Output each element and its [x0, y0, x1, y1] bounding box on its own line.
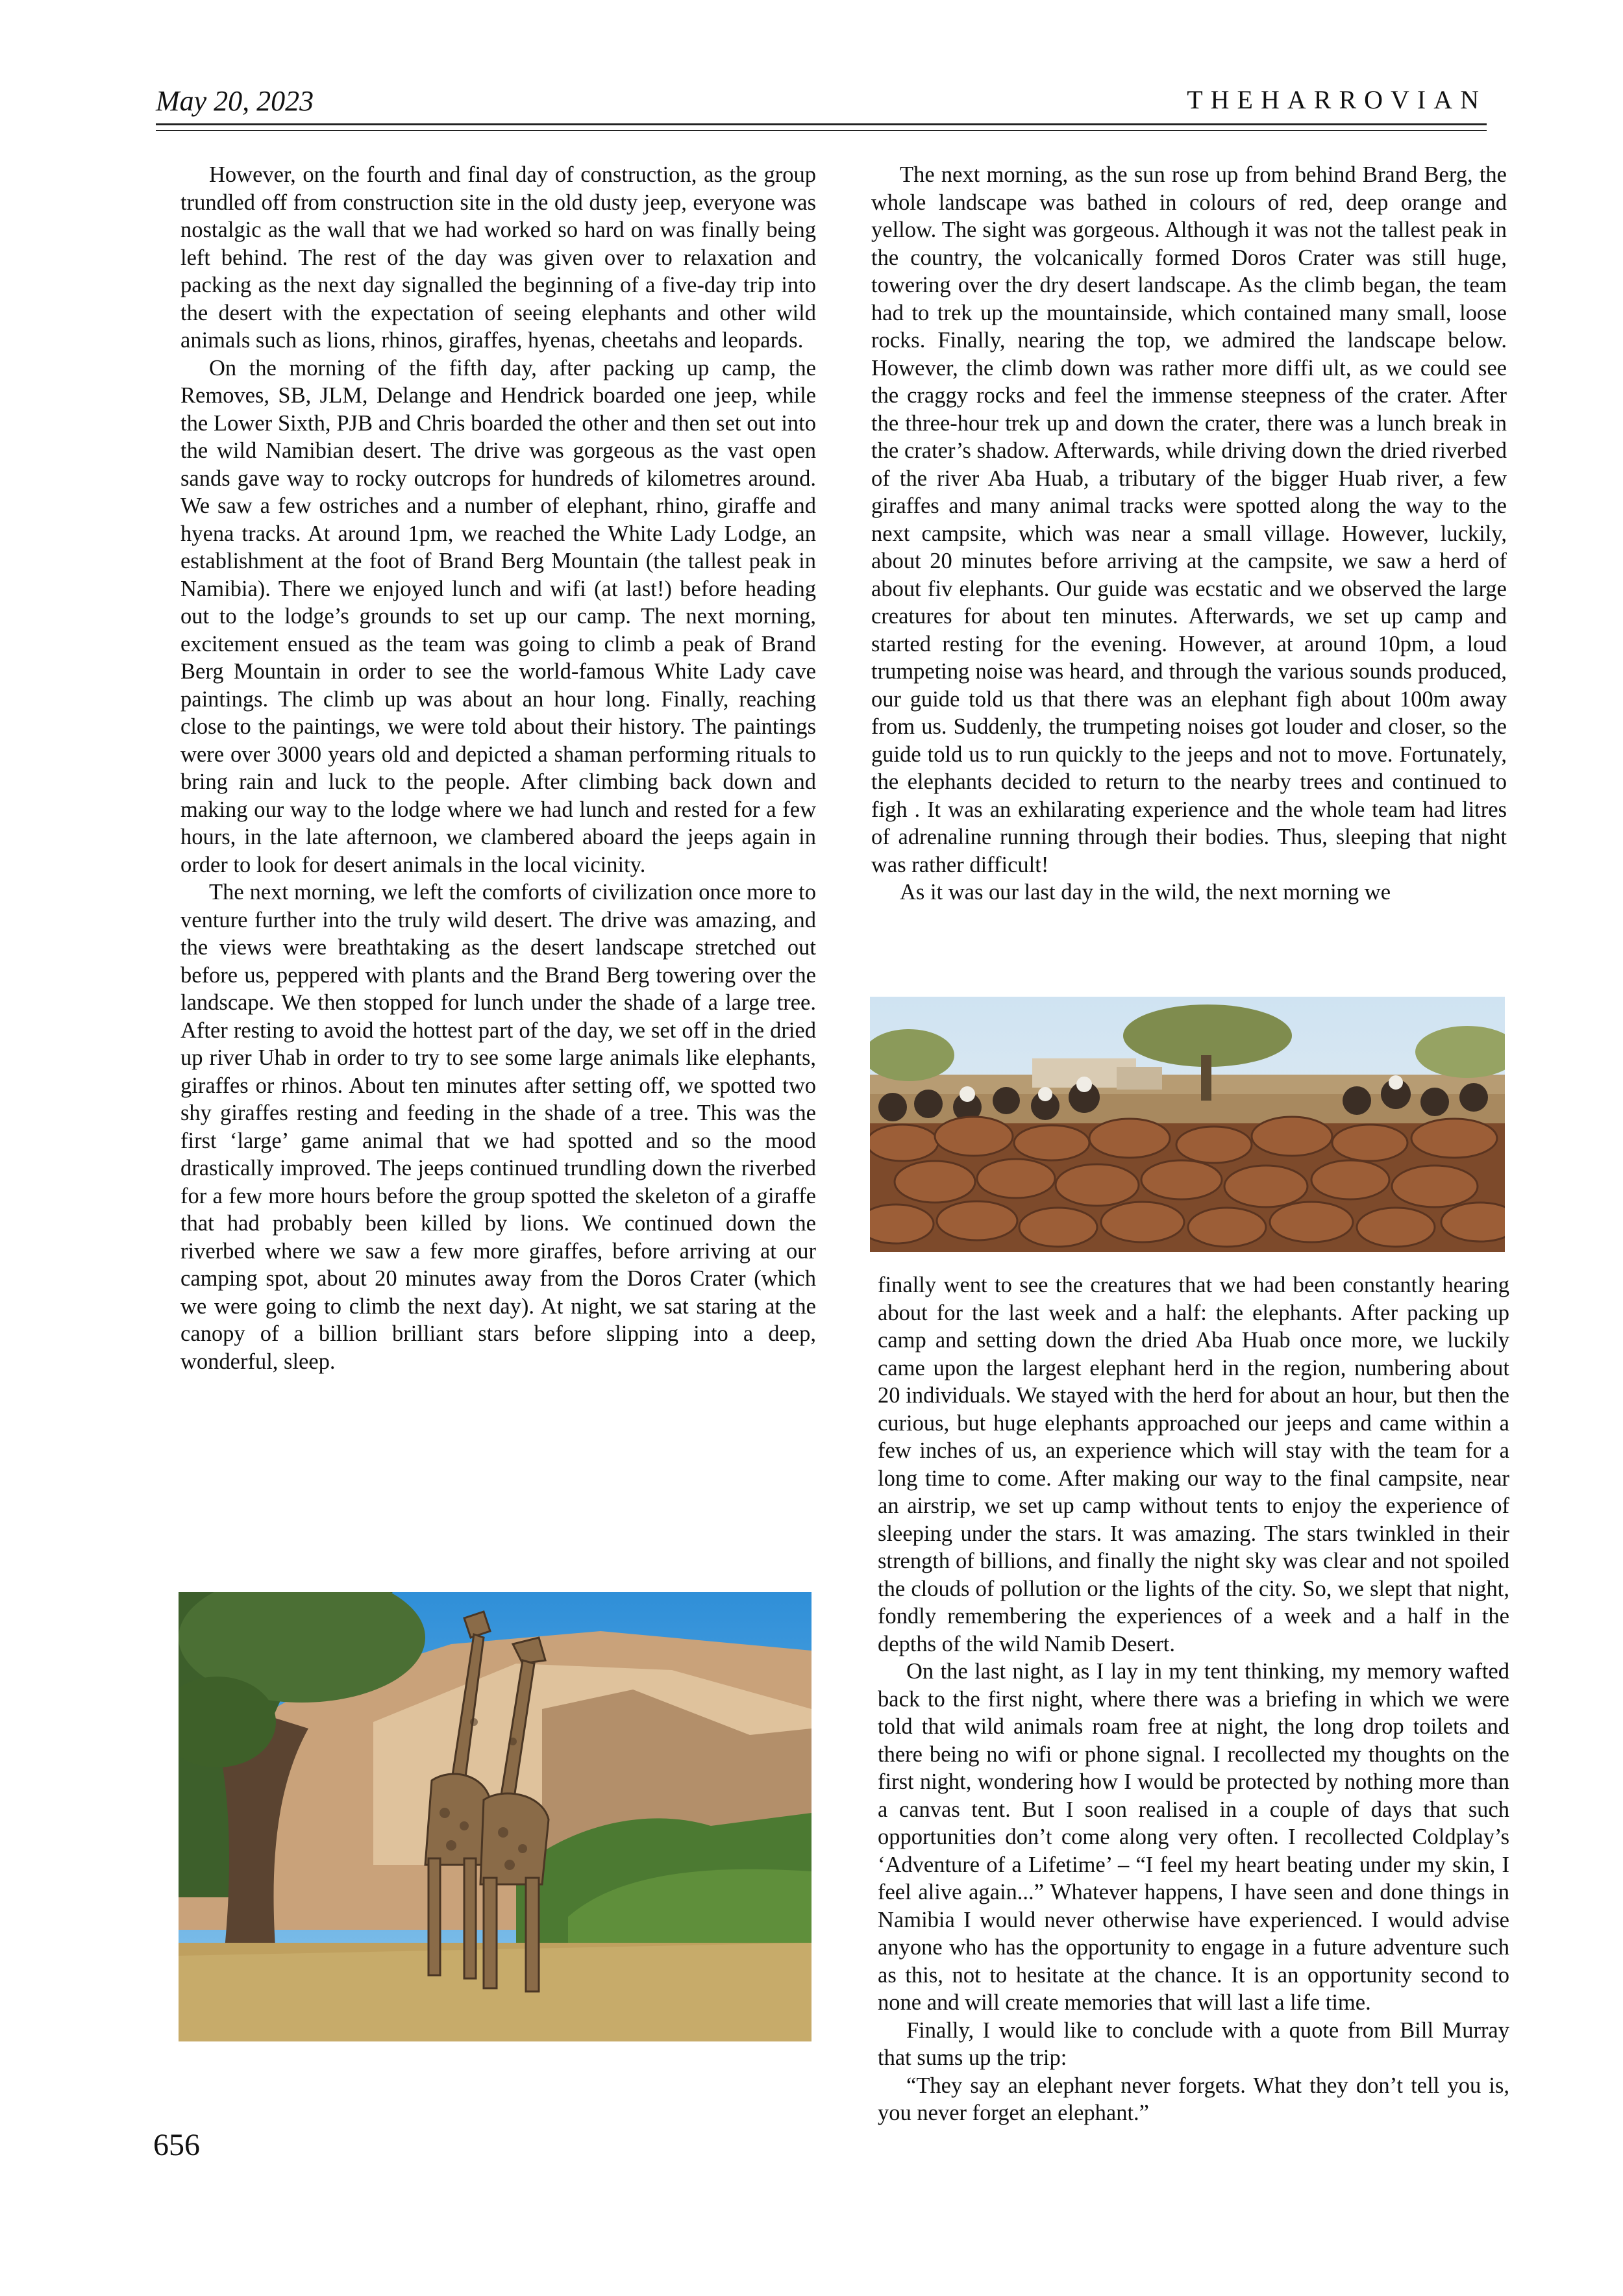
paragraph: The next morning, we left the comforts of civilization once more to venture further into the truly wild desert. The drive was amazing, and the views were breathtaking as the desert landscape stretched out before us, peppered with plants and the Brand Berg towering over the landscape. We then stopped for lunch under the shade of a large tree. After resting to avoid the hottest part of the day, we set off in the dried up river Uhab in order to try to see some large animals like elephants, giraffes or rhinos. About ten minutes after setting off, we spotted two shy giraffes resting and feeding in the shade of a tree. This was the first ‘large’ game animal that we had spotted and so the mood drastically improved. The jeeps continued trundling down the riverbed for a few more hours before the group spotted the skeleton of a giraffe that had probably been killed by lions. We continued down the riverbed where we saw a few more giraffes, before arriving at our camping spot, about 20 minutes away from the Doros Crater (which we were going to climb the next day). At night, we sat staring at the canopy of a billion brilliant stars before slipping into a deep, wonderful, sleep.	[180, 880, 816, 1374]
page-header	[156, 78, 1487, 136]
paragraph: On the last night, as I lay in my tent thinking, my memory wafted back to the first night, where there was a briefing in which we were told that wild animals roam free at night, the long drop toilets and there being no wifi or phone signal. I recollected my thoughts on the first night, wondering how I would be protected by nothing more than a canvas tent. But I soon realised in a couple of days that such opportunities don’t come along very often. I recollected Coldplay’s ‘Adventure of a Lifetime’ – “I feel my heart beating under my skin, I feel alive again...” Whatever happens, I have seen and done things in Namibia I would never otherwise have experienced. I would advise anyone who has the opportunity to engage in a future adventure such as this, not to hesitate at the chance. It is an opportunity second to none and will create memories that will last a life time.	[878, 1659, 1509, 2015]
masthead: THEHARROVIAN	[1187, 85, 1487, 114]
paragraph: “They say an elephant never forgets. What they don’t tell you is, you never forget an elephant.”	[878, 2073, 1509, 2125]
paragraph: On the morning of the fifth day, after packing up camp, the Removes, SB, JLM, Delange and Hendrick boarded one jeep, while the Lower Sixth, PJB and Chris boarded the other and then set out into the wild Namibian desert. The drive was gorgeous as the vast open sands gave way to rocky outcrops for hundreds of kilometres around. We saw a few ostriches and a number of elephant, rhino, giraffe and hyena tracks. At around 1pm, we reached the White Lady Lodge, an establishment at the foot of Brand Berg Mountain (the tallest peak in Namibia). There we enjoyed lunch and wifi (at last!) before heading out to the lodge’s grounds to set up our camp. The next morning, excitement ensued as the team was going to climb a peak of Brand Berg Mountain in order to see the world-famous White Lady cave paintings. The climb up was about an hour long. Finally, reaching close to the paintings, we were told about their history. The paintings were over 3000 years old and depicted a shaman performing rituals to bring rain and luck to the people. After climbing back down and making our way to the lodge where we had lunch and rested for a few hours, in the late afternoon, we clambered aboard the jeeps again in order to look for desert animals in the local vicinity.	[180, 355, 816, 877]
right-column-top	[871, 161, 1507, 906]
header-rule-thin	[156, 130, 1487, 131]
giraffes-photo-art	[179, 1592, 812, 2041]
left-column	[180, 161, 816, 1375]
paragraph: As it was our last day in the wild, the next morning we	[900, 880, 1391, 905]
giraffes-photo	[179, 1592, 812, 2041]
paragraph: Finally, I would like to conclude with a quote from Bill Murray that sums up the trip:	[878, 2017, 1509, 2070]
team-at-stone-wall-photo	[870, 997, 1505, 1252]
paragraph: The next morning, as the sun rose up from behind Brand Berg, the whole landscape was bathed in colours of red, deep orange and yellow. The sight was gorgeous. Although it was not the tallest peak in the country, the volcanically formed Doros Crater was still huge, towering over the dry desert landscape. As the climb began, the team had to trek up the mountainside, which contained many small, loose rocks. Finally, nearing the top, we admired the landscape below. However, the climb down was rather more diffi ult, as we could see the craggy rocks and feel the immense steepness of the crater. After the three-hour trek up and down the crater, there was a lunch break in the crater’s shadow. Afterwards, while driving down the dried riverbed of the river Aba Huab, a tributary of the bigger Huab river, a few giraffes and many animal tracks were spotted along the way to the next campsite, which was near a small village. However, luckily, about 20 minutes before arriving at the campsite, we saw a herd of about fiv elephants. Our guide was ecstatic and we observed the large creatures for about ten minutes. Afterwards, we set up camp and started resting for the evening. However, at around 10pm, a loud trumpeting noise was heard, and through the various sounds produced, our guide told us that there was an elephant figh about 100m away from us. Suddenly, the trumpeting noises got louder and closer, so the guide told us to run quickly to the jeeps and not to move. Fortunately, the elephants decided to return to the nearby trees and continued to figh . It was an exhilarating experience and the whole team had litres of adrenaline running through their bodies. Thus, sleeping that night was rather difficult!	[871, 162, 1507, 877]
paragraph: However, on the fourth and final day of construction, as the group trundled off from construction site in the old dusty jeep, everyone was nostalgic as the wall that we had worked so hard on was finally being left behind. The rest of the day was given over to relaxation and packing as the next day signalled the beginning of a five-day trip into the desert with the expectation of seeing elephants and other wild animals such as lions, rhinos, giraffes, hyenas, cheetahs and leopards.	[180, 162, 816, 353]
team-at-stone-wall-photo-art	[870, 997, 1505, 1252]
paragraph: finally went to see the creatures that we had been constantly hearing about for the last week and a half: the elephants. After packing up camp and setting down the dried Aba Huab once more, we luckily came upon the largest elephant herd in the region, numbering about 20 individuals. We stayed with the herd for about an hour, but then the curious, but huge elephants approached our jeeps and came within a few inches of us, an experience which will stay with the team for a long time to come. After making our way to the final campsite, near an airstrip, we set up camp without tents to enjoy the experience of sleeping under the stars. It was amazing. The stars twinkled in their strength of billions, and finally the night sky was clear and not spoiled the clouds of pollution or the lights of the city. So, we slept that night, fondly remembering the experiences of a week and a half in the depths of the wild Namib Desert.	[878, 1273, 1509, 1656]
page-number: 656	[153, 2128, 200, 2162]
header-rule	[156, 123, 1487, 125]
issue-date: May 20, 2023	[156, 85, 314, 117]
right-column-bottom	[878, 1271, 1509, 2127]
